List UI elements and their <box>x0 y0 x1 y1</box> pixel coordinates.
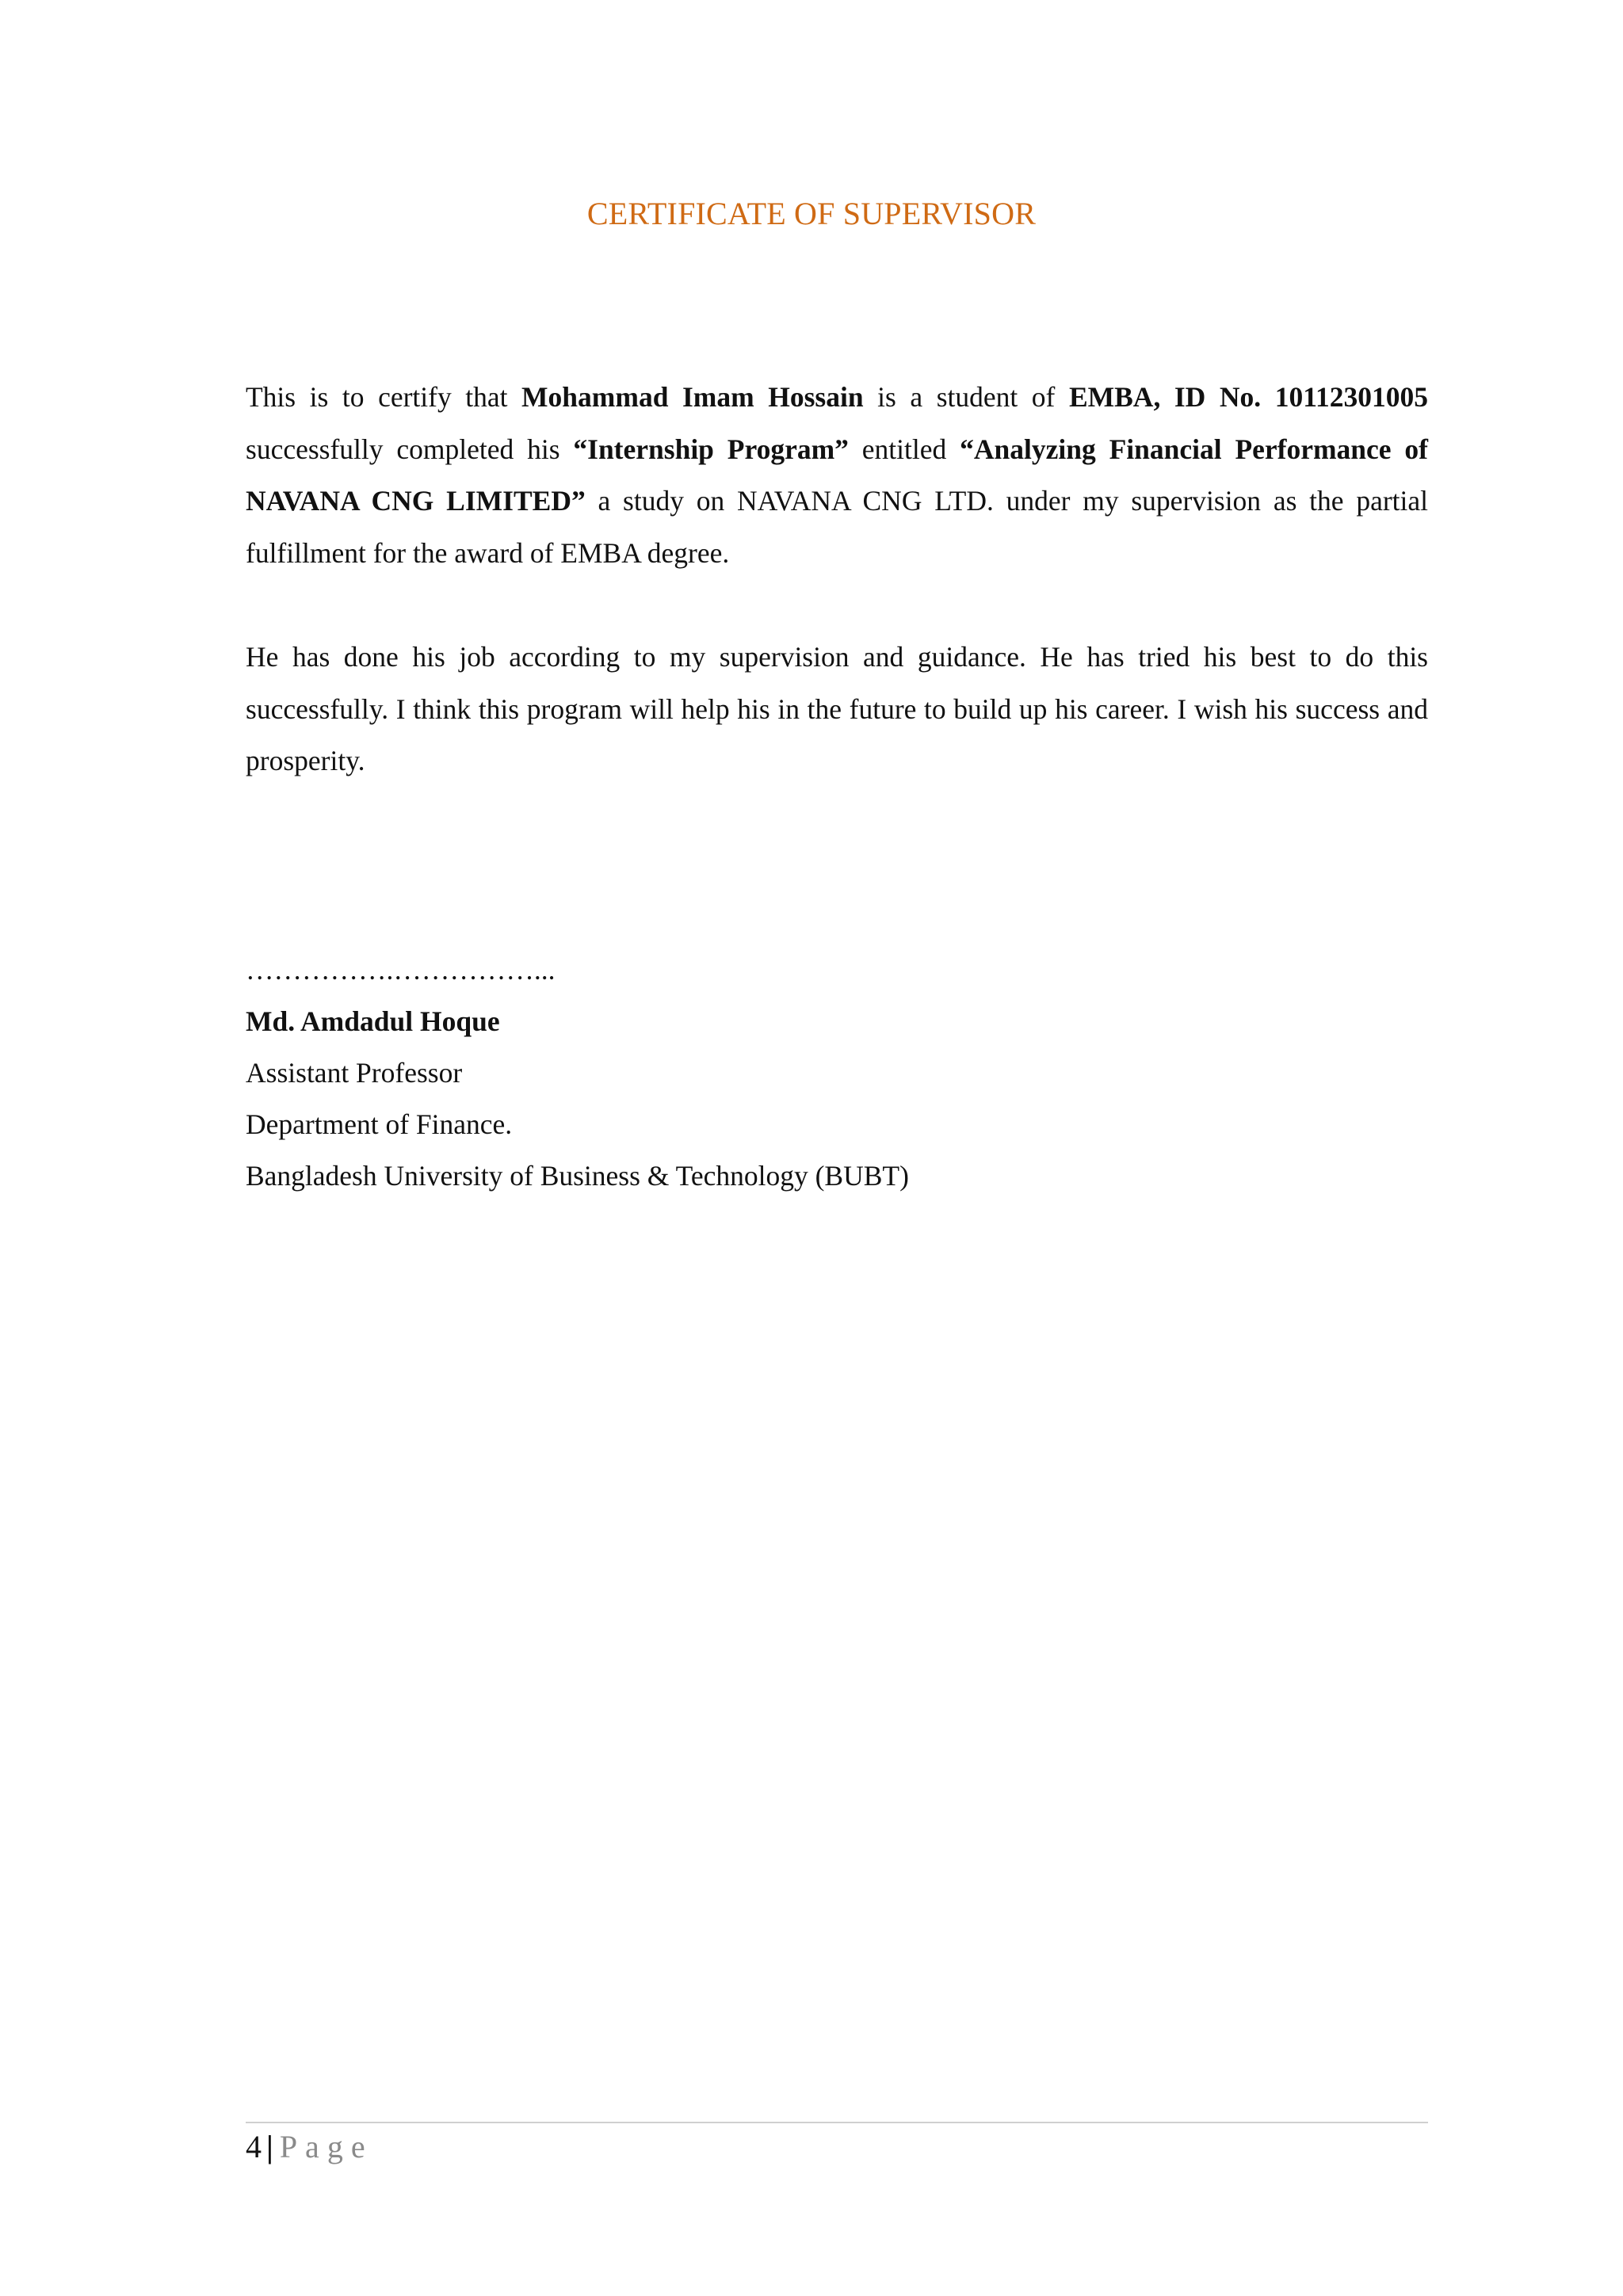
assessment-paragraph: He has done his job according to my supervision and guidance. He has tried his best to do this successfully. I think this program will help his in the future to build up his career. I wish his success and prosperity. <box>246 641 1428 776</box>
report-title: “Analyzing Financial Performance of NAVANA CNG LIMITED” <box>246 433 1428 517</box>
page-title: CERTIFICATE OF SUPERVISOR <box>586 196 1037 231</box>
page-number: 4 <box>246 2129 262 2164</box>
program-name: “Internship Program” <box>573 433 849 465</box>
supervisor-name: Md. Amdadul Hoque <box>246 1005 500 1037</box>
certification-paragraph <box>246 372 1428 579</box>
student-name: Mohammad Imam Hossain <box>521 381 864 413</box>
supervisor-institution: Bangladesh University of Business & Technology (BUBT) <box>246 1160 909 1192</box>
signature-dots: …………….……………... <box>246 954 556 986</box>
signature-block <box>246 944 909 1202</box>
footer-divider <box>246 2122 1428 2123</box>
program-id: EMBA, ID No. 10112301005 <box>1068 381 1428 413</box>
paragraph-text: is a student of <box>863 381 1069 413</box>
paragraph-text: This is to certify that <box>246 381 522 413</box>
supervisor-department: Department of Finance. <box>246 1108 513 1140</box>
paragraph-text: a study on NAVANA CNG LTD. under my supervision as the partial fulfillment for the award of EMBA degree. <box>246 485 1429 569</box>
page-label: Page <box>279 2129 373 2164</box>
footer-separator: | <box>266 2129 273 2164</box>
paragraph-text: successfully completed his <box>246 433 574 465</box>
supervisor-designation: Assistant Professor <box>246 1057 463 1089</box>
page-footer <box>246 2126 373 2168</box>
paragraph-text: entitled <box>848 433 960 465</box>
